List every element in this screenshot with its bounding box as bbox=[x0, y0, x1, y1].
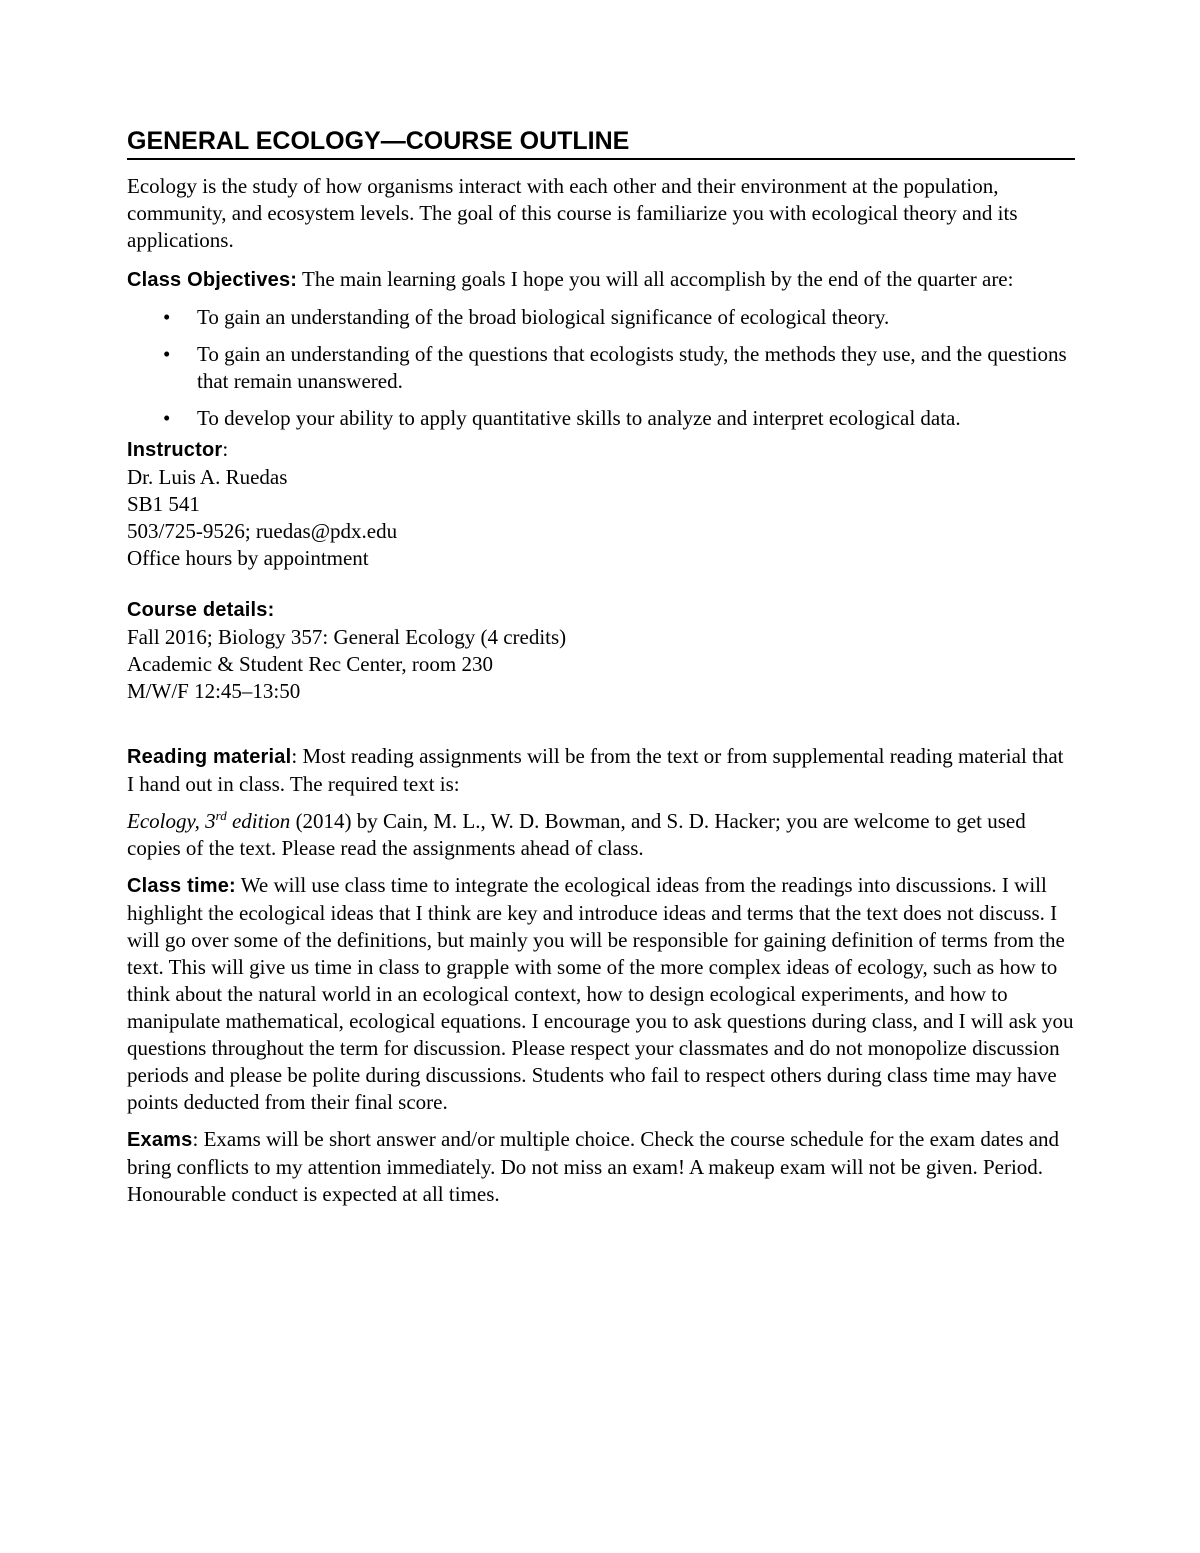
book-title bbox=[127, 809, 290, 833]
objectives-list bbox=[127, 304, 1075, 432]
course-details-section bbox=[127, 597, 1075, 705]
objective-text: To gain an understanding of the broad biological significance of ecological theory. bbox=[197, 305, 890, 329]
reading-paragraph bbox=[127, 743, 1075, 798]
exams-paragraph bbox=[127, 1126, 1075, 1208]
reading-heading: Reading material bbox=[127, 746, 292, 768]
list-item bbox=[127, 304, 1075, 331]
instructor-heading-line bbox=[127, 436, 1075, 464]
objectives-text: The main learning goals I hope you will all accomplish by the end of the quarter are: bbox=[297, 267, 1014, 291]
bullet-icon: • bbox=[163, 406, 171, 430]
book-title-superscript: rd bbox=[215, 808, 227, 823]
instructor-heading: Instructor bbox=[127, 439, 223, 461]
instructor-section bbox=[127, 436, 1075, 572]
document-page bbox=[127, 126, 1075, 1208]
bullet-icon: • bbox=[163, 342, 171, 366]
book-title-main: Ecology, 3 bbox=[127, 809, 216, 833]
book-citation: (2014) by Cain, M. L., W. D. Bowman, and S. D. Hacker; you are welcome to get used copies of the text. Please read the assignments ahead of class. bbox=[127, 809, 1026, 860]
instructor-hours: Office hours by appointment bbox=[127, 546, 369, 570]
course-schedule: M/W/F 12:45–13:50 bbox=[127, 679, 301, 703]
document-title: GENERAL ECOLOGY—COURSE OUTLINE bbox=[127, 126, 1075, 160]
course-location: Academic & Student Rec Center, room 230 bbox=[127, 652, 493, 676]
objectives-paragraph bbox=[127, 266, 1075, 294]
instructor-name: Dr. Luis A. Ruedas bbox=[127, 465, 288, 489]
exams-text: : Exams will be short answer and/or multiple choice. Check the course schedule for the exam dates and bring conflicts to my attention immediately. Do not miss an exam! A makeup exam will not be given. Period. Honourable conduct is expected at all times. bbox=[127, 1127, 1060, 1206]
class-time-paragraph bbox=[127, 872, 1075, 1116]
required-text-paragraph bbox=[127, 808, 1075, 862]
reading-text: : Most reading assignments will be from the text or from supplemental reading material that I hand out in class. The required text is: bbox=[127, 744, 1064, 796]
book-title-edition: edition bbox=[226, 809, 291, 833]
instructor-contact: 503/725-9526; ruedas@pdx.edu bbox=[127, 519, 398, 543]
instructor-office: SB1 541 bbox=[127, 492, 200, 516]
instructor-colon: : bbox=[222, 437, 229, 461]
course-details-heading: Course details: bbox=[127, 599, 275, 621]
objectives-heading: Class Objectives: bbox=[127, 269, 298, 291]
course-term: Fall 2016; Biology 357: General Ecology (4 credits) bbox=[127, 625, 567, 649]
class-time-heading: Class time: bbox=[127, 875, 236, 897]
intro-paragraph: Ecology is the study of how organisms interact with each other and their environment at the population, community, and ecosystem levels. The goal of this course is familiarize you with ecological theory and its applications. bbox=[127, 174, 1018, 252]
exams-heading: Exams bbox=[127, 1129, 193, 1151]
list-item bbox=[127, 341, 1075, 395]
objective-text: To develop your ability to apply quantitative skills to analyze and interpret ecological data. bbox=[197, 406, 961, 430]
class-time-text: We will use class time to integrate the ecological ideas from the readings into discussions. I will highlight the ecological ideas that I think are key and introduce ideas and terms that the text does not discuss. I will go over some of the definitions, but mainly you will be responsible for gaining definition of terms from the text. This will give us time in class to grapple with some of the more complex ideas of ecology, such as how to think about the natural world in an ecological context, how to design ecological experiments, and how to manipulate mathematical, ecological equations. I encourage you to ask questions during class, and I will ask you questions throughout the term for discussion. Please respect your classmates and do not monopolize discussion periods and please be polite during discussions. Students who fail to respect others during class time may have points deducted from their final score. bbox=[127, 873, 1074, 1114]
objective-text: To gain an understanding of the questions that ecologists study, the methods they use, and the questions that remain unanswered. bbox=[197, 342, 1067, 393]
bullet-icon: • bbox=[163, 305, 171, 329]
list-item bbox=[127, 405, 1075, 432]
